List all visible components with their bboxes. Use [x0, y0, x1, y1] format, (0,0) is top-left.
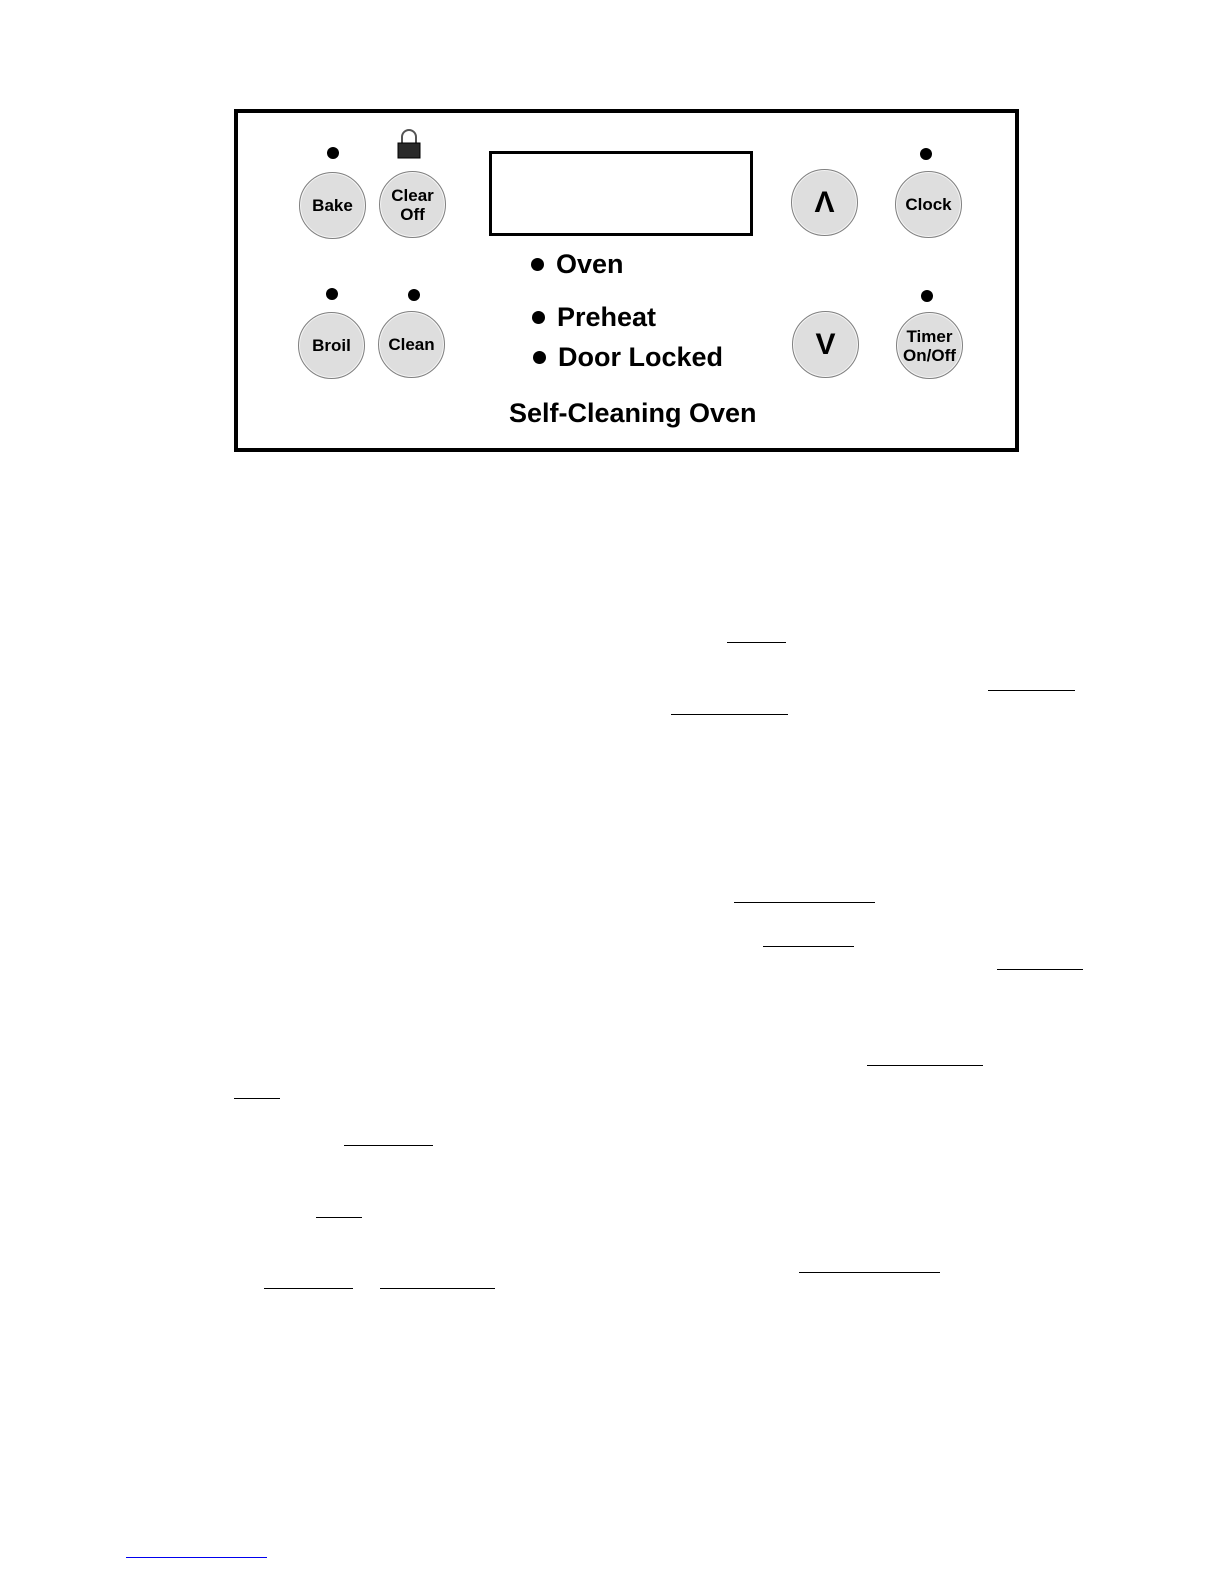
oven-indicator-light — [531, 258, 544, 271]
underline-mark — [727, 642, 786, 643]
underline-mark — [799, 1272, 940, 1273]
timer-on-off-button[interactable]: Timer On/Off — [896, 312, 963, 379]
down-arrow-button[interactable]: V — [792, 311, 859, 378]
preheat-indicator-label: Preheat — [557, 302, 657, 332]
underline-mark — [988, 690, 1075, 691]
door-locked-indicator — [533, 342, 723, 373]
underline-mark — [763, 946, 854, 947]
clean-indicator-light — [408, 289, 420, 301]
oven-indicator-label: Oven — [556, 249, 624, 279]
door-locked-indicator-light — [533, 351, 546, 364]
underline-mark — [316, 1217, 362, 1218]
bake-button[interactable]: Bake — [299, 172, 366, 239]
clean-button[interactable]: Clean — [378, 311, 445, 378]
oven-indicator — [531, 249, 624, 280]
display-window — [489, 151, 753, 236]
clock-button[interactable]: Clock — [895, 171, 962, 238]
up-arrow-button[interactable]: Λ — [791, 169, 858, 236]
link-underline[interactable] — [126, 1557, 267, 1558]
bake-indicator-light — [327, 147, 339, 159]
underline-mark — [997, 969, 1083, 970]
panel-title: Self-Cleaning Oven — [509, 398, 757, 428]
underline-mark — [867, 1065, 983, 1066]
clock-indicator-light — [920, 148, 932, 160]
underline-mark — [234, 1098, 280, 1099]
door-locked-indicator-label: Door Locked — [558, 342, 724, 372]
clear-off-button[interactable]: Clear Off — [379, 171, 446, 238]
underline-mark — [264, 1288, 353, 1289]
underline-mark — [344, 1145, 433, 1146]
underline-mark — [734, 902, 875, 903]
preheat-indicator — [532, 302, 656, 333]
underline-mark — [380, 1288, 495, 1289]
broil-button[interactable]: Broil — [298, 312, 365, 379]
preheat-indicator-light — [532, 311, 545, 324]
broil-indicator-light — [326, 288, 338, 300]
underline-mark — [671, 714, 788, 715]
timer-indicator-light — [921, 290, 933, 302]
lock-icon — [396, 128, 422, 160]
